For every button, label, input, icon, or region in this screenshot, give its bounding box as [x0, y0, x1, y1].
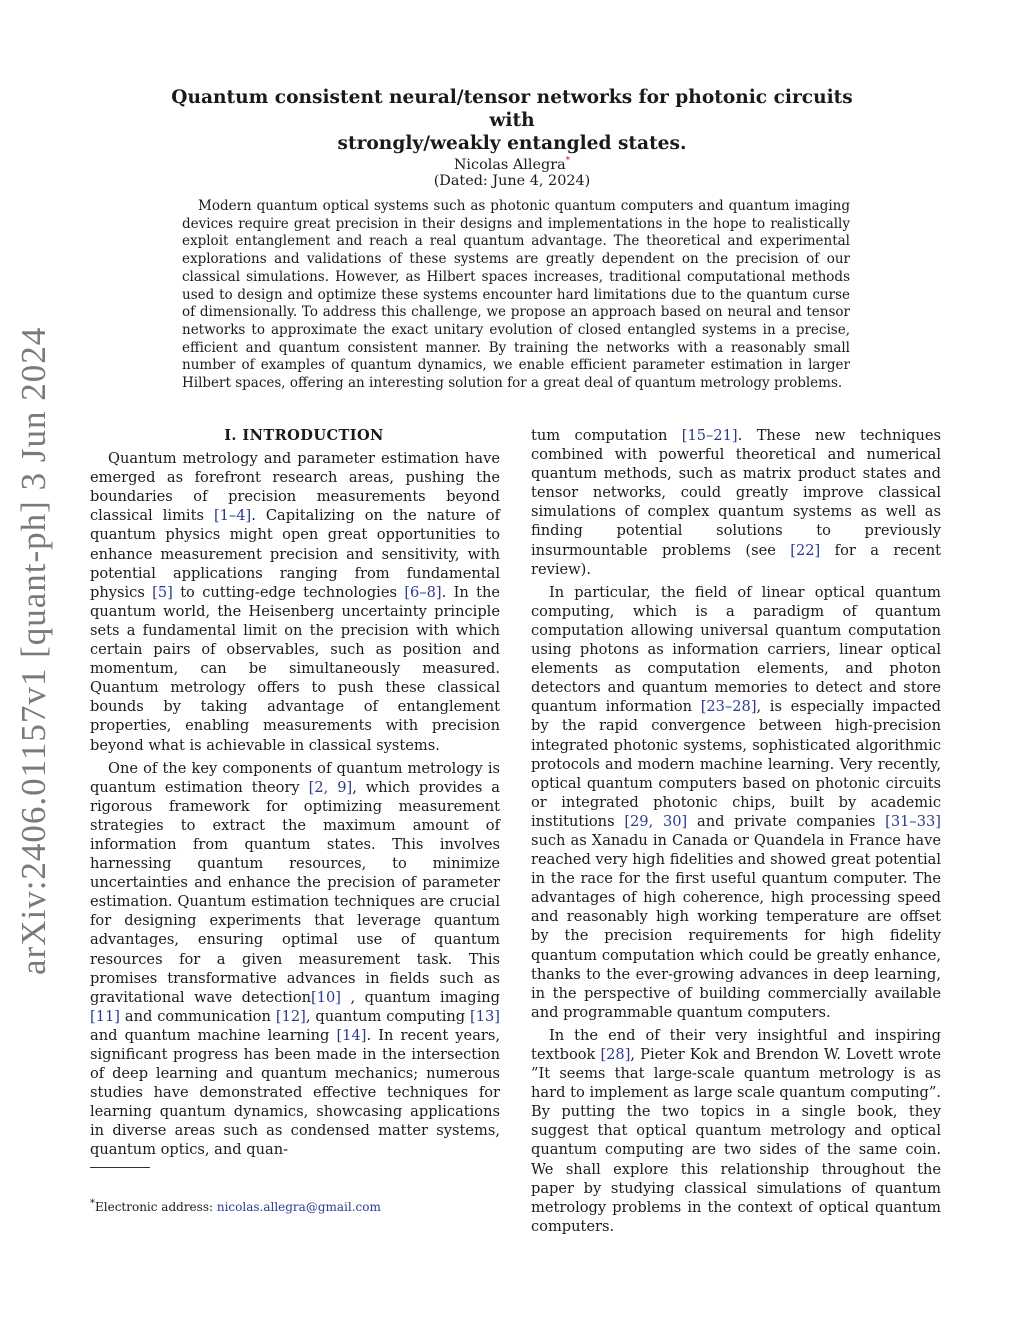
left-column: [90, 426, 500, 1164]
citation-link[interactable]: [11]: [90, 1007, 120, 1025]
footnote-rule: [90, 1167, 150, 1168]
citation-link[interactable]: [15–21]: [681, 427, 738, 444]
title-line-1: Quantum consistent neural/tensor networks for photonic circuits with: [171, 87, 853, 131]
footnote-label: Electronic address:: [95, 1200, 217, 1214]
right-column: [531, 426, 941, 1240]
citation-link[interactable]: [2, 9]: [308, 778, 353, 796]
citation-link[interactable]: [29, 30]: [624, 812, 688, 830]
citation-link[interactable]: [5]: [152, 583, 173, 601]
citation-link[interactable]: [12]: [275, 1007, 306, 1025]
section-heading: I. INTRODUCTION: [224, 427, 384, 444]
paragraph: One of the key components of quantum metrology is quantum estimation theory [2, 9], which provides a rigorous framework for optimizing measurement strategies to extract the maximum amount of information from quantum states. This involves harnessing quantum resources, to minimize uncertainties and enhance the precision of parameter estimation. Quantum estimation techniques are crucial for designing experiments that leverage quantum advantages, ensuring optimal use of quantum resources for a given measurement task. This promises transformative advances in fields such as gravitational wave detection[10] , quantum imaging [11] and communication [12], quantum computing [13] and quantum machine learning [14]. In recent years, significant progress has been made in the intersection of deep learning and quantum mechanics; numerous studies have demonstrated effective techniques for learning quantum dynamics, showcasing applications in diverse areas such as condensed matter systems, quantum optics, and quan-: [90, 759, 500, 1159]
author-name: Nicolas Allegra: [453, 156, 566, 173]
footnote: [90, 1196, 381, 1215]
paragraph: tum computation [15–21]. These new techniques combined with powerful theoretical and numerical quantum methods, such as matrix product states and tensor networks, could greatly improve classical simulations of complex quantum systems as well as finding potential solutions to previously insurmountable problems (see [22] for a recent review).: [531, 427, 942, 578]
citation-link[interactable]: [31–33]: [885, 812, 941, 830]
citation-link[interactable]: [22]: [790, 541, 821, 559]
arxiv-identifier: arXiv:2406.01157v1 [quant-ph] 3 Jun 2024: [14, 326, 53, 975]
email-link[interactable]: nicolas.allegra@gmail.com: [216, 1200, 381, 1214]
title-line-2: strongly/weakly entangled states.: [337, 133, 687, 154]
citation-link[interactable]: [28]: [600, 1046, 631, 1063]
paragraph: In the end of their very insightful and inspiring textbook [28], Pieter Kok and Brendon W. Lovett wrote ”It seems that large-scale quantum metrology is as hard to implement as large scale quantum computing”. By putting the two topics in a single book, they suggest that optical quantum metrology and optical quantum computing are two sides of the same coin. We shall explore this relationship throughout the paper by studying classical simulations of quantum metrology problems in the context of optical quantum computers.: [531, 1026, 941, 1235]
author-footnote-mark[interactable]: *: [565, 156, 571, 166]
citation-link[interactable]: [6–8]: [404, 583, 442, 601]
footnote-mark: *: [90, 1198, 95, 1209]
citation-link[interactable]: [23–28]: [700, 698, 757, 716]
citation-link[interactable]: [14]: [336, 1026, 367, 1044]
paragraph: Quantum metrology and parameter estimation have emerged as forefront research areas, pushing the boundaries of precision measurements beyond classical limits [1–4]. Capitalizing on the nature of quantum physics might open great opportunities to enhance measurement precision and sensitivity, with potential applications ranging from fundamental physics [5] to cutting-edge technologies [6–8]. In the quantum world, the Heisenberg uncertainty principle sets a fundamental limit on the precision with which certain pairs of observables, such as position and momentum, can be simultaneously measured. Quantum metrology offers to push these classical bounds by taking advantage of entanglement properties, enabling measurements with precision beyond what is achievable in classical systems.: [90, 450, 500, 754]
citation-link[interactable]: [10]: [311, 988, 341, 1006]
abstract: Modern quantum optical systems such as photonic quantum computers and quantum imaging devices require great precision in their designs and implementations in the hope to realistically exploit entanglement and reach a real quantum advantage. The theoretical and experimental explorations and validations of these systems are greatly dependent on the precision of our classical simulations. However, as Hilbert spaces increases, traditional computational methods used to design and optimize these systems encounter hard limitations due to the quantum curse of dimensionally. To address this challenge, we propose an approach based on neural and tensor networks to approximate the exact unitary evolution of closed entangled systems in a precise, efficient and quantum consistent manner. By training the networks with a reasonably small number of examples of quantum dynamics, we enable efficient parameter estimation in larger Hilbert spaces, offering an interesting solution for a great deal of quantum metrology problems.: [182, 198, 850, 392]
citation-link[interactable]: [13]: [470, 1007, 500, 1025]
date-line: (Dated: June 4, 2024): [433, 173, 591, 189]
paragraph: In particular, the field of linear optical quantum computing, which is a paradigm of quantum computation allowing universal quantum computation using photons as information carriers, linear optical elements as computation elements, and photon detectors and quantum memories to detect and store quantum information [23–28], is especially impacted by the rapid convergence between high-precision integrated photonic systems, sophisticated algorithmic protocols and modern machine learning. Very recently, optical quantum computers based on photonic circuits or integrated photonic chips, built by academic institutions [29, 30] and private companies [31–33] such as Xanadu in Canada or Quandela in France have reached very high fidelities and showed great potential in the race for the first useful quantum computer. The advantages of high coherence, high processing speed and reasonably high working temperature are offset by the precision requirements for high fidelity quantum computation which could be greatly enhance, thanks to the ever-growing advances in deep learning, in the perspective of building commercially available and programmable quantum computers.: [531, 583, 941, 1021]
paper-title: [150, 86, 874, 155]
citation-link[interactable]: [1–4]: [213, 507, 252, 525]
